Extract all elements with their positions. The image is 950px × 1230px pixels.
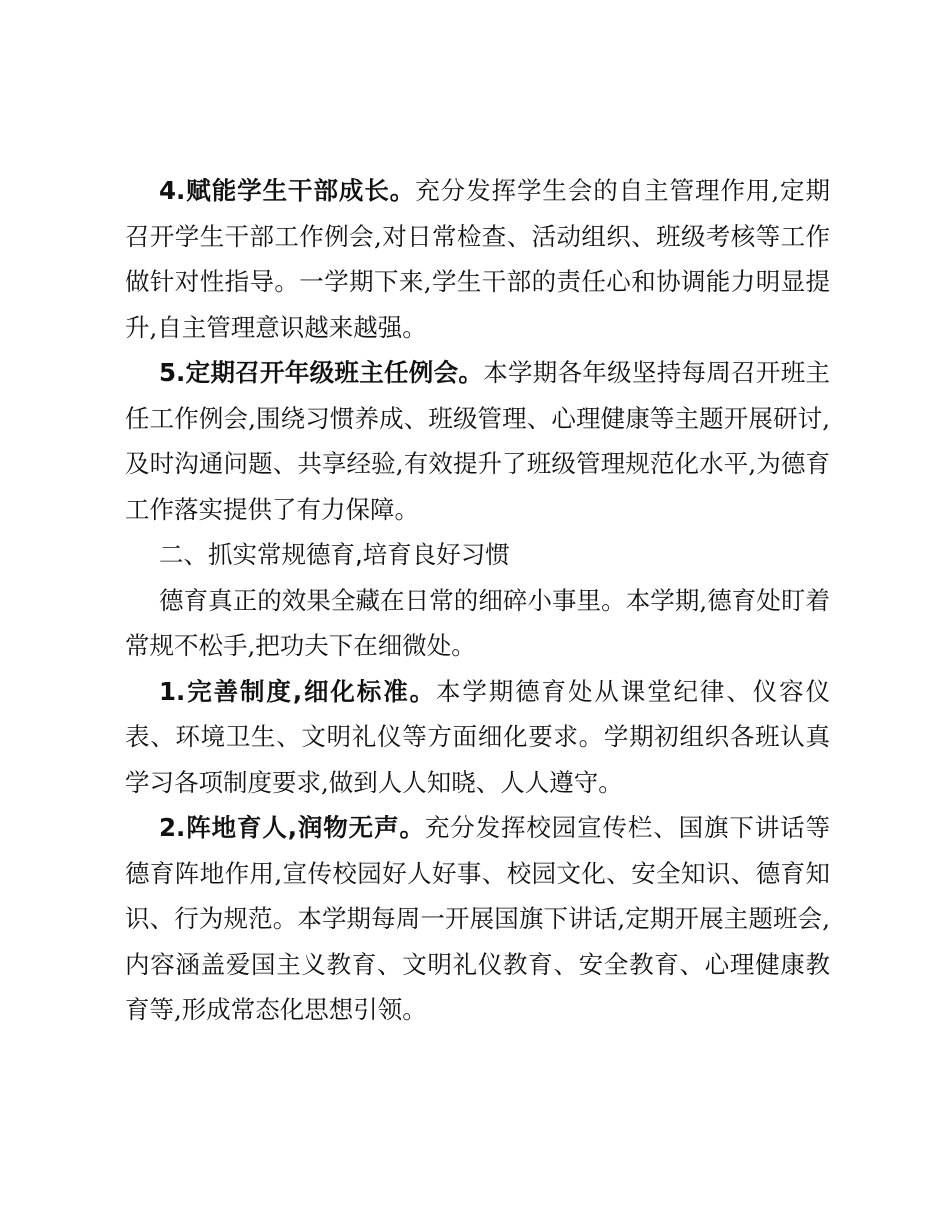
- paragraph-item-4: [125, 168, 830, 350]
- paragraph-lead: 2.阵地育人,润物无声。: [159, 813, 425, 842]
- paragraph-body: 充分发挥校园宣传栏、国旗下讲话等德育阵地作用,宣传校园好人好事、校园文化、安全知识、德育知识、行为规范。本学期每周一开展国旗下讲话,定期开展主题班会,内容涵盖爱国主义教育、文明礼仪教育、安全教育、心理健康教育等,形成常态化思想引领。: [125, 813, 830, 1024]
- paragraph-body: 充分发挥学生会的自主管理作用,定期召开学生干部工作例会,对日常检查、活动组织、班级考核等工作做针对性指导。一学期下来,学生干部的责任心和协调能力明显提升,自主管理意识越来越强。: [125, 176, 830, 342]
- paragraph-lead: 4.赋能学生干部成长。: [159, 176, 416, 205]
- paragraph-intro: 德育真正的效果全藏在日常的细碎小事里。本学期,德育处盯着常规不松手,把功夫下在细微处。: [125, 585, 830, 660]
- paragraph-item-5: [125, 350, 830, 532]
- paragraph-lead: 5.定期召开年级班主任例会。: [159, 358, 484, 387]
- paragraph-item-2: [125, 805, 830, 1033]
- section-heading: 二、抓实常规德育,培育良好习惯: [159, 540, 510, 569]
- paragraph-body: 本学期各年级坚持每周召开班主任工作例会,围绕习惯养成、班级管理、心理健康等主题开展研讨,及时沟通问题、共享经验,有效提升了班级管理规范化水平,为德育工作落实提供了有力保障。: [125, 358, 831, 524]
- paragraph-body: 本学期德育处从课堂纪律、仪容仪表、环境卫生、文明礼仪等方面细化要求。学期初组织各班认真学习各项制度要求,做到人人知晓、人人遵守。: [125, 676, 831, 797]
- paragraph-item-1: [125, 669, 830, 806]
- paragraph-lead: 1.完善制度,细化标准。: [159, 676, 436, 706]
- document-page: [125, 168, 830, 1033]
